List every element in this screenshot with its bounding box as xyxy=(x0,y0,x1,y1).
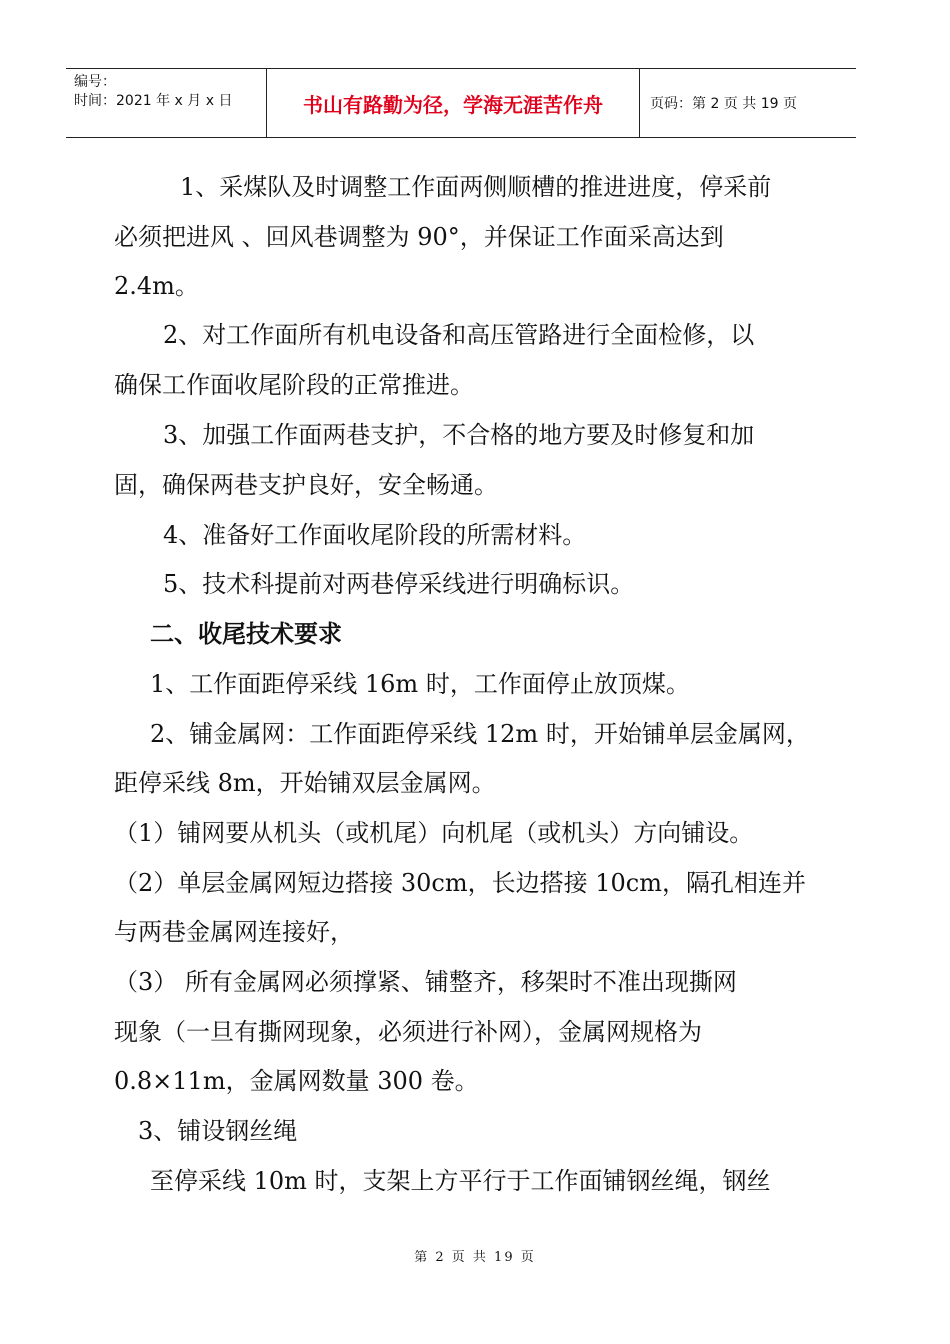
body-line: 5、技术科提前对两巷停采线进行明确标识。 xyxy=(163,570,635,598)
header-meta xyxy=(66,69,267,137)
body-line: 必须把进风 、回风巷调整为 90°，并保证工作面采高达到 xyxy=(114,223,724,251)
body-line: 3、加强工作面两巷支护，不合格的地方要及时修复和加 xyxy=(163,421,755,449)
document-time-label: 时间：2021 年 x 月 x 日 xyxy=(74,93,233,109)
section-heading: 二、收尾技术要求 xyxy=(150,620,342,648)
body-line: （2）单层金属网短边搭接 30cm，长边搭接 10cm，隔孔相连并 xyxy=(114,869,807,897)
body-line: 2、对工作面所有机电设备和高压管路进行全面检修，以 xyxy=(163,321,755,349)
header-page-info: 页码：第 2 页 共 19 页 xyxy=(650,96,797,112)
body-line: （1）铺网要从机头（或机尾）向机尾（或机头）方向铺设。 xyxy=(114,819,754,847)
body-line: 确保工作面收尾阶段的正常推进。 xyxy=(114,371,474,399)
document-number-label: 编号： xyxy=(74,74,116,90)
page-footer: 第 2 页 共 19 页 xyxy=(414,1250,536,1265)
body-line: 与两巷金属网连接好， xyxy=(114,918,354,946)
body-line: 固，确保两巷支护良好，安全畅通。 xyxy=(114,471,498,499)
body-line: 距停采线 8m，开始铺双层金属网。 xyxy=(114,769,496,797)
header-motto: 书山有路勤为径，学海无涯苦作舟 xyxy=(267,69,640,137)
body-line: 1、采煤队及时调整工作面两侧顺槽的推进进度，停采前 xyxy=(180,173,772,201)
body-line: 3、铺设钢丝绳 xyxy=(138,1117,298,1145)
body-line: （3） 所有金属网必须撑紧、铺整齐，移架时不准出现撕网 xyxy=(114,968,737,996)
body-line: 现象（一旦有撕网现象，必须进行补网），金属网规格为 xyxy=(114,1018,702,1046)
page-header xyxy=(66,68,856,138)
body-line: 1、工作面距停采线 16m 时，工作面停止放顶煤。 xyxy=(150,670,690,698)
body-line: 2、铺金属网：工作面距停采线 12m 时，开始铺单层金属网， xyxy=(150,720,810,748)
body-line: 2.4m。 xyxy=(114,272,199,300)
body-line: 4、准备好工作面收尾阶段的所需材料。 xyxy=(163,521,587,549)
body-line: 至停采线 10m 时，支架上方平行于工作面铺钢丝绳，钢丝 xyxy=(150,1167,771,1195)
body-line: 0.8×11m，金属网数量 300 卷。 xyxy=(114,1067,479,1095)
